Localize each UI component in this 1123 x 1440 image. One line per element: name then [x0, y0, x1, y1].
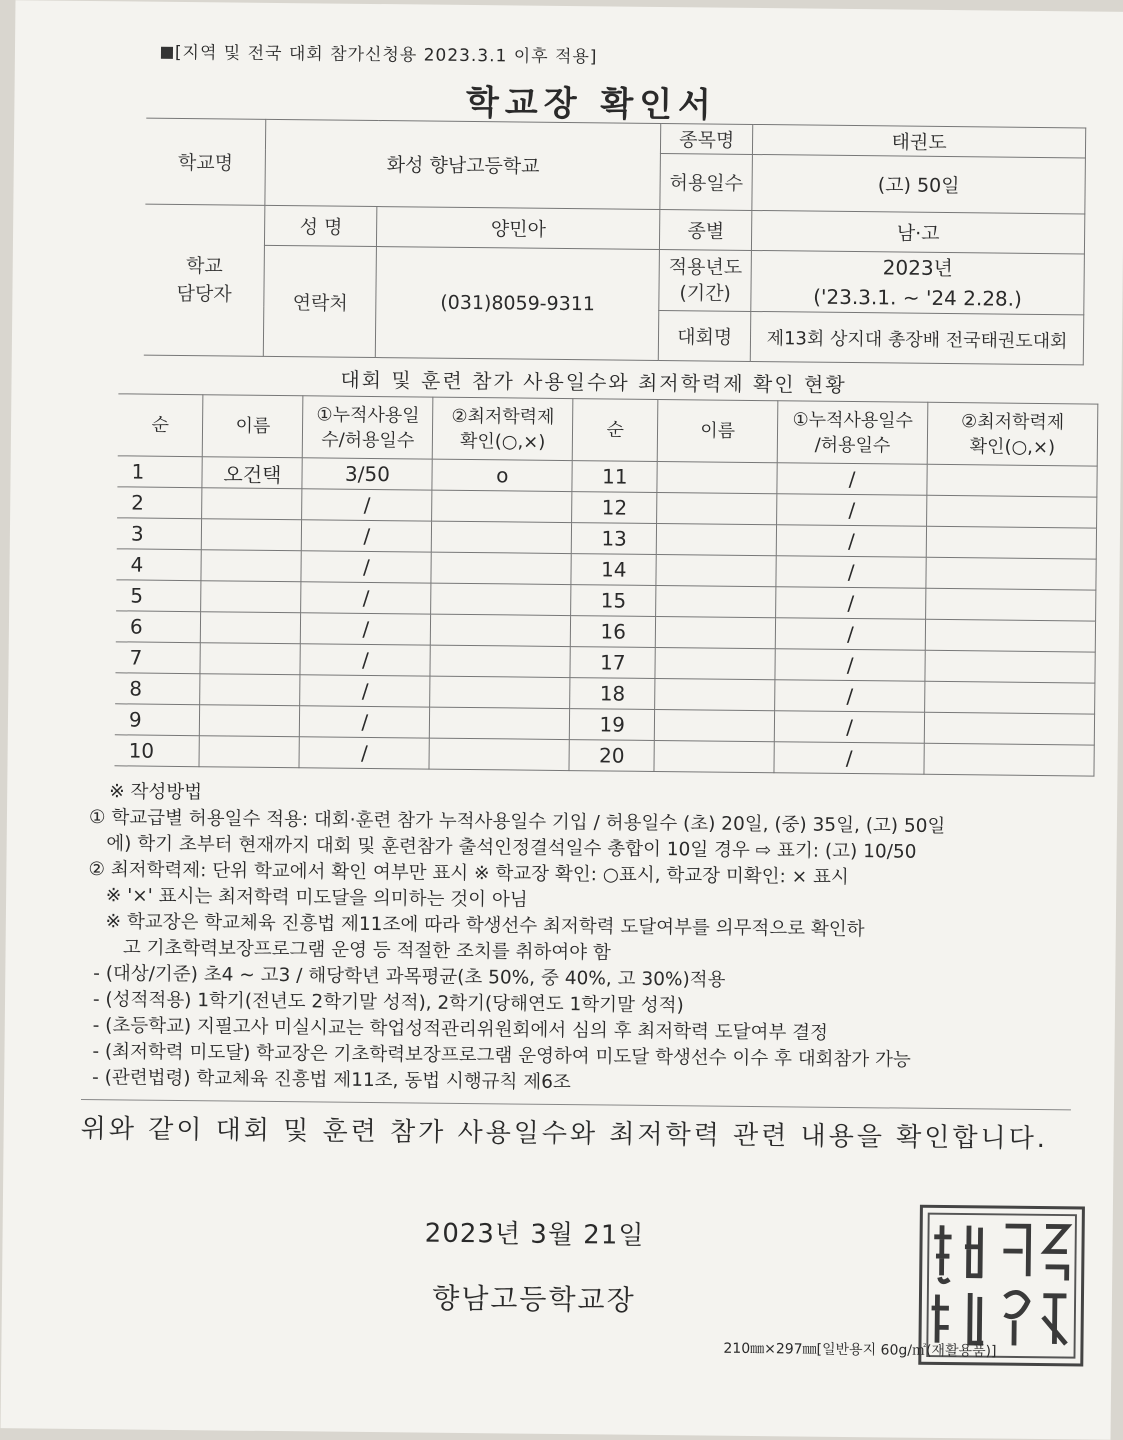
row-min — [432, 521, 572, 553]
row-name2 — [656, 585, 776, 617]
school-label: 학교명 — [145, 118, 266, 205]
row-days2: / — [774, 742, 924, 775]
row-min — [430, 676, 570, 708]
instruction-line: ② 최저학력제: 단위 학교에서 확인 여부만 표시 ※ 학교장 확인: ○표시, 학교장 미확인: × 표시 — [88, 859, 849, 889]
row-name2 — [655, 647, 775, 679]
year-value: 2023년 ('23.3.1. ~ '24 2.28.) — [751, 250, 1084, 314]
row-days2: / — [775, 680, 925, 713]
category-value: 남·고 — [752, 210, 1085, 253]
row-days: / — [301, 613, 431, 645]
confirmation-statement: 위와 같이 대회 및 훈련 참가 사용일수와 최저학력 관련 내용을 확인합니다. — [80, 1099, 1070, 1160]
name-value: 양민아 — [377, 207, 660, 250]
school-value: 화성 향남고등학교 — [265, 119, 661, 209]
row-min2 — [926, 526, 1096, 559]
row-no2: 12 — [572, 492, 657, 524]
row-name — [200, 643, 300, 675]
row-days2: / — [775, 649, 925, 682]
instruction-line: - (성적적용) 1학기(전년도 2학기말 성적), 2학기(당해연도 1학기말 성적) — [86, 989, 684, 1017]
row-days2: / — [777, 494, 927, 527]
row-days2: / — [776, 556, 926, 589]
instruction-line: - (초등학교) 지필고사 미실시교는 학업성적관리위원회에서 심의 후 최저학력 도달여부 결정 — [86, 1015, 828, 1044]
instruction-line: ① 학교급별 허용일수 적용: 대회·훈련 참가 누적사용일수 기입 / 허용일수 (초) 20일, (중) 35일, (고) 50일 — [88, 807, 946, 838]
row-no: 8 — [115, 673, 200, 705]
row-days: / — [301, 582, 431, 614]
row-min2 — [927, 495, 1097, 528]
row-name2 — [655, 678, 775, 710]
col-days2: ①누적사용일수 /허용일수 — [777, 401, 928, 465]
year-label: 적용년도 (기간) — [659, 249, 752, 311]
col-name: 이름 — [203, 395, 304, 458]
row-days: / — [301, 551, 431, 583]
header-note — [161, 38, 598, 68]
row-min — [431, 583, 571, 615]
row-days: / — [299, 737, 429, 769]
instructions-heading: ※ 작성방법 — [109, 781, 203, 804]
row-no: 7 — [115, 642, 200, 674]
row-no2: 17 — [570, 647, 655, 679]
row-name — [201, 612, 301, 644]
row-no: 9 — [115, 704, 200, 736]
row-min — [432, 490, 572, 522]
square-bullet-icon — [161, 47, 173, 59]
row-name2 — [657, 461, 777, 493]
row-days: / — [302, 520, 432, 552]
row-no2: 19 — [570, 709, 655, 741]
row-no: 2 — [117, 487, 202, 519]
document-page — [1, 0, 1123, 1440]
row-name2 — [654, 709, 774, 741]
row-min2 — [925, 681, 1095, 714]
col-no: 순 — [118, 394, 204, 457]
instructions-lines — [86, 805, 1079, 1101]
row-no2: 20 — [569, 740, 654, 772]
row-name2 — [655, 616, 775, 648]
status-table — [114, 393, 1098, 776]
document-title: 학교장 확인서 — [465, 82, 718, 126]
row-name: 오건택 — [202, 457, 302, 489]
instruction-line: 에) 학기 초부터 현재까지 대회 및 훈련참가 출석인정결석일수 총합이 10일 경우 ⇨ 표기: (고) 10/50 — [88, 833, 917, 863]
row-no: 3 — [117, 518, 202, 550]
event-value: 제13회 상지대 총장배 전국태권도대회 — [750, 311, 1083, 364]
row-days2: / — [776, 525, 926, 558]
category-label: 종별 — [660, 209, 752, 250]
sport-label: 종목명 — [661, 123, 753, 154]
row-min2 — [926, 588, 1096, 621]
row-no: 10 — [114, 735, 199, 767]
row-days: / — [302, 489, 432, 521]
paper-spec: 210㎜×297㎜[일반용지 60g/㎡(재활용품)] — [723, 1340, 997, 1360]
row-name — [202, 488, 302, 520]
header-note-text: [지역 및 전국 대회 참가신청용 2023.3.1 이후 적용] — [174, 42, 598, 68]
contact-value: (031)8059-9311 — [376, 247, 660, 361]
col-no2: 순 — [572, 399, 658, 462]
row-min2 — [926, 557, 1096, 590]
row-no2: 16 — [571, 616, 656, 648]
row-name — [201, 581, 301, 613]
contact-label: 연락처 — [264, 245, 377, 357]
status-title: 대회 및 훈련 참가 사용일수와 최저학력제 확인 현황 — [340, 367, 847, 397]
row-name2 — [657, 492, 777, 524]
row-days: / — [300, 644, 430, 676]
row-name — [201, 550, 301, 582]
info-table — [144, 118, 1086, 366]
row-days2: / — [775, 618, 925, 651]
instruction-line: - (관련법령) 학교체육 진흥법 제11조, 동법 시행규칙 제6조 — [86, 1067, 571, 1094]
row-no2: 13 — [571, 523, 656, 555]
row-min — [431, 614, 571, 646]
row-no2: 18 — [570, 678, 655, 710]
signature-date: 2023년 3월 21일 — [424, 1218, 645, 1251]
event-label: 대회명 — [658, 310, 750, 361]
instruction-line: ※ 학교장은 학교체육 진흥법 제11조에 따라 학생선수 최저학력 도달여부를 의무적으로 확인하 — [87, 911, 865, 941]
instructions — [86, 779, 1079, 1101]
row-no2: 11 — [572, 461, 657, 493]
instruction-line: 고 기초학력보장프로그램 운영 등 적절한 조치를 취하여야 함 — [87, 937, 611, 964]
row-min — [431, 552, 571, 584]
row-days2: / — [776, 587, 926, 620]
name-label: 성 명 — [265, 205, 377, 246]
row-no2: 15 — [571, 585, 656, 617]
row-name2 — [656, 554, 776, 586]
instruction-line: - (대상/기준) 초4 ~ 고3 / 해당학년 과목평균(초 50%, 중 40%, 고 30%)적용 — [87, 963, 726, 991]
row-name — [202, 519, 302, 551]
row-name — [200, 674, 300, 706]
row-min2 — [925, 619, 1095, 652]
row-min2 — [924, 712, 1094, 745]
row-name2 — [654, 740, 774, 772]
col-min: ②최저학력제 확인(○,×) — [433, 397, 574, 460]
row-no: 5 — [116, 580, 201, 612]
row-days: / — [300, 706, 430, 738]
manager-label: 학교 담당자 — [144, 204, 265, 356]
document-body — [80, 1, 1088, 1360]
row-no: 1 — [117, 456, 202, 488]
row-days: / — [300, 675, 430, 707]
row-name — [199, 736, 299, 768]
allowed-days-label: 허용일수 — [660, 153, 753, 210]
row-no: 4 — [116, 549, 201, 581]
col-days: ①누적사용일 수/허용일수 — [303, 396, 434, 459]
principal-title: 향남고등학교장 — [432, 1281, 636, 1317]
row-no2: 14 — [571, 554, 656, 586]
allowed-days-value: (고) 50일 — [752, 154, 1085, 213]
instruction-line: - (최저학력 미도달) 학교장은 기초학력보장프로그램 운영하여 미도달 학생선수 이수 후 대회참가 가능 — [86, 1041, 911, 1071]
row-min — [429, 738, 569, 770]
row-min2 — [927, 464, 1097, 497]
row-min — [430, 645, 570, 677]
row-name2 — [656, 523, 776, 555]
row-days2: / — [774, 711, 924, 744]
row-min — [430, 707, 570, 739]
row-min: o — [432, 459, 572, 491]
row-days: 3/50 — [302, 458, 432, 490]
instruction-line: ※ '×' 표시는 최저학력 미도달을 의미하는 것이 아님 — [88, 885, 528, 911]
status-header-row — [118, 394, 1098, 466]
row-no: 6 — [116, 611, 201, 643]
status-body — [114, 456, 1097, 776]
sport-value: 태권도 — [753, 124, 1086, 157]
col-min2: ②최저학력제 확인(○,×) — [927, 402, 1098, 466]
row-min2 — [924, 743, 1094, 776]
row-days2: / — [777, 463, 927, 496]
row-name — [200, 705, 300, 737]
row-min2 — [925, 650, 1095, 683]
col-name2: 이름 — [657, 399, 778, 462]
